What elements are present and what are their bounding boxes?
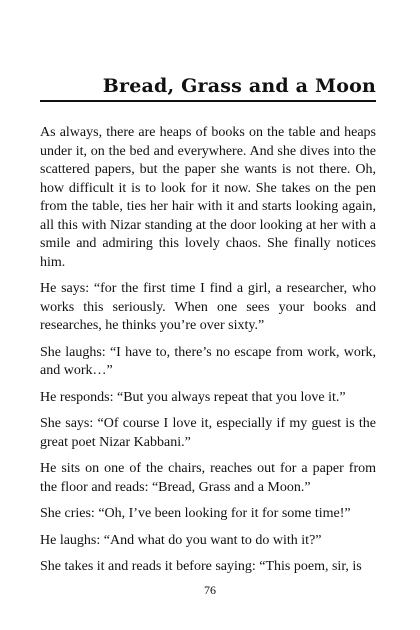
paragraph: He responds: “But you always repeat that you love it.” <box>40 389 346 405</box>
paragraph: She says: “Of course I love it, especially if my guest is the great poet Nizar Kabbani.” <box>40 416 376 450</box>
paragraph: He laughs: “And what do you want to do with it?” <box>40 532 322 548</box>
paragraph: As always, there are heaps of books on the table and heaps under it, on the bed and everywhere. And she dives into the scattered papers, but the paper she wants is not there. Oh, how difficult it is to look for it now. She takes on the pen from the table, ties her hair with it and starts looking again, all this with Nizar standing at the door looking at her with a smile and admiring this lovely chaos. She finally notices him. <box>40 125 376 270</box>
page-number: 76 <box>204 583 216 597</box>
paragraph: He says: “for the first time I find a girl, a researcher, who works this seriously. When one sees your books and researches, he thinks you’re over sixty.” <box>40 281 376 333</box>
chapter-title: Bread, Grass and a Moon <box>102 75 376 97</box>
paragraph: She takes it and reads it before saying: “This poem, sir, is <box>40 559 362 574</box>
chapter-header <box>40 72 376 102</box>
paragraph: She laughs: “I have to, there’s no escape from work, work, and work…” <box>40 344 376 378</box>
paragraph: He sits on one of the chairs, reaches out for a paper from the floor and reads: “Bread, Grass and a Moon.” <box>40 461 376 495</box>
body-text <box>40 124 376 585</box>
paragraph: She cries: “Oh, I’ve been looking for it for some time!” <box>40 506 351 521</box>
